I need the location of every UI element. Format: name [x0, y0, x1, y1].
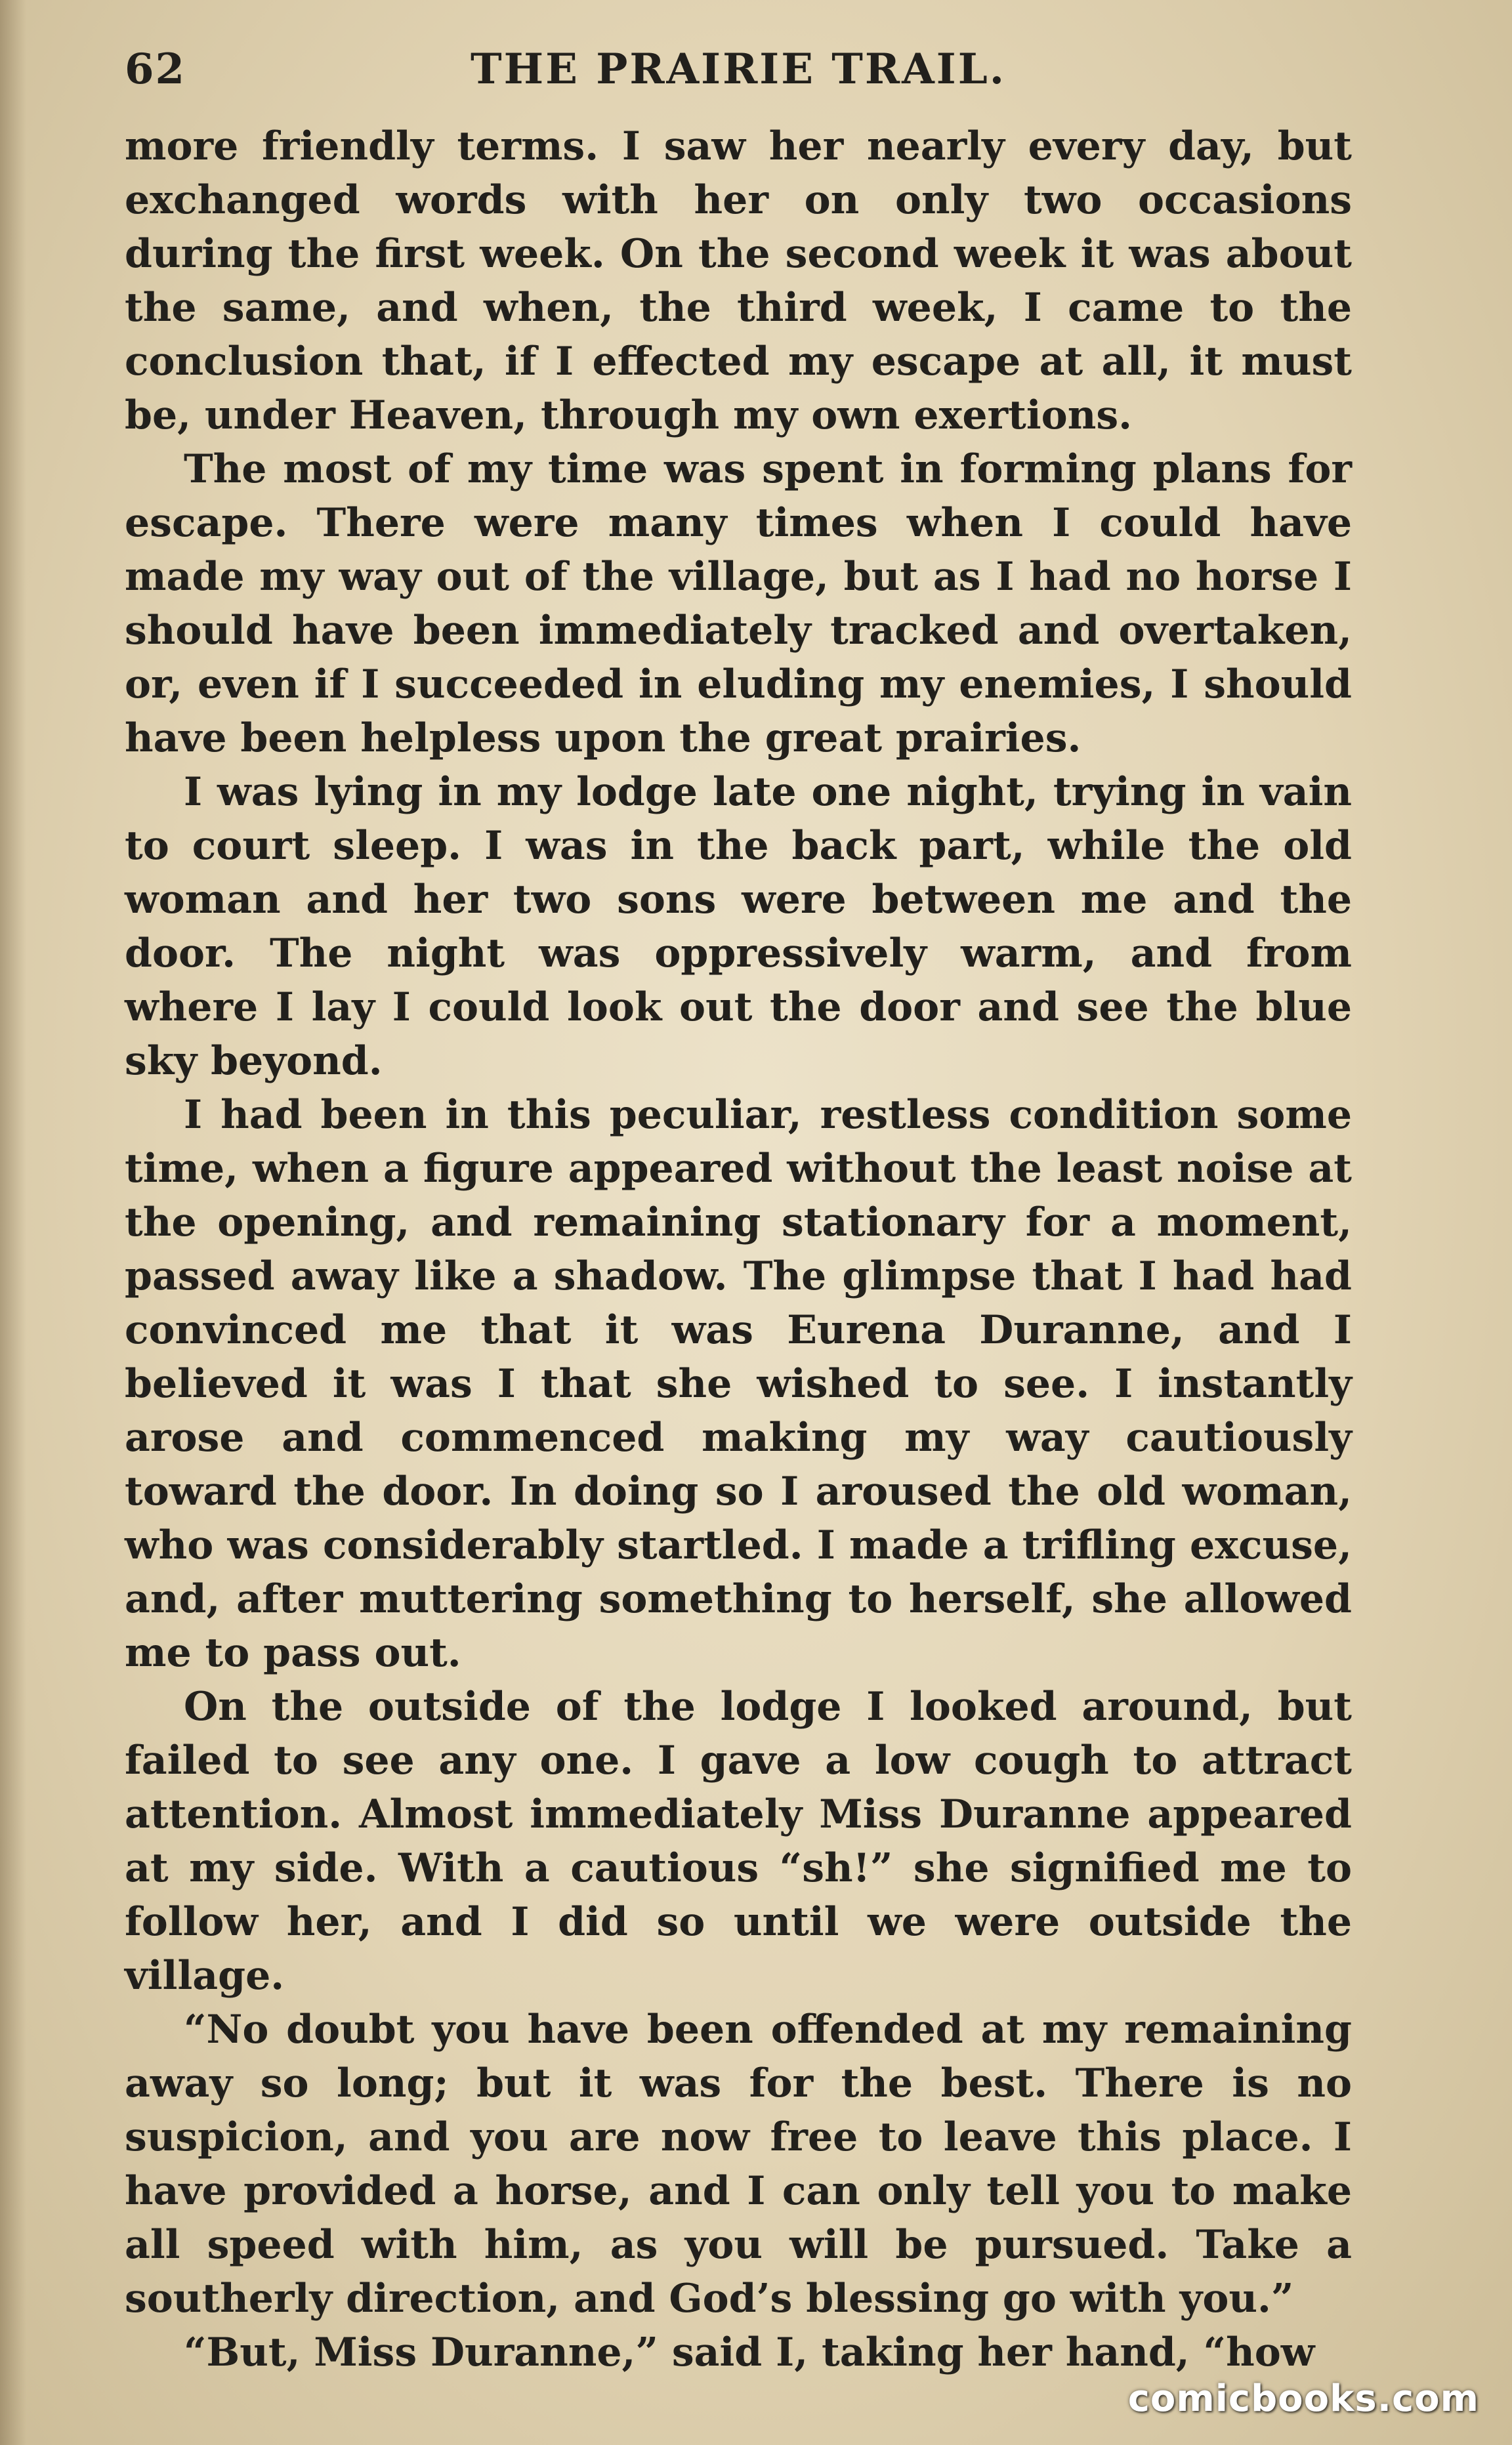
paragraph: On the outside of the lodge I looked around, but failed to see any one. I gave a low cough to attract attention. Almost immediately Miss Duranne appeared at my side. With a cautious “sh!” she signified me to follow her, and I did so until we were outside the village. — [125, 1684, 1352, 1999]
paragraph: The most of my time was spent in forming plans for escape. There were many times when I could have made my way out of the village, but as I had no horse I should have been immediately tracked and overtaken, or, even if I succeeded in eluding my enemies, I should have been helpless upon the great prairies. — [125, 446, 1352, 761]
page-edge-shadow — [0, 0, 26, 2445]
running-head-title: THE PRAIRIE TRAIL. — [471, 45, 1006, 94]
page-header — [125, 38, 1352, 97]
paragraph-last: “But, Miss Duranne,” said I, taking her hand, “how — [184, 2330, 1315, 2375]
paragraph-continued: more friendly terms. I saw her nearly every day, but exchanged words with her on only two occasions during the first week. On the second week it was about the same, and when, the third week, I came to the conclusion that, if I effected my escape at all, it must be, under Heaven, through my own exertions. — [125, 123, 1352, 438]
watermark: comicbooks.com — [1127, 2377, 1479, 2420]
paragraph: I had been in this peculiar, restless condition some time, when a figure appeared without the least noise at the opening, and remaining stationary for a moment, passed away like a shadow. The glimpse that I had had convinced me that it was Eurena Duranne, and I believed it was I that she wished to see. I instantly arose and commenced making my way cautiously toward the door. In doing so I aroused the old woman, who was considerably startled. I made a trifling excuse, and, after muttering something to herself, she allowed me to pass out. — [125, 1092, 1352, 1676]
paragraph: I was lying in my lodge late one night, trying in vain to court sleep. I was in the back part, while the old woman and her two sons were between me and the door. The night was oppressively warm, and from where I lay I could look out the door and see the blue sky beyond. — [125, 769, 1352, 1084]
page-number: 62 — [125, 45, 186, 94]
body-text — [125, 119, 1352, 2379]
paragraph: “No doubt you have been offended at my remaining away so long; but it was for the best. There is no suspicion, and you are now free to leave this place. I have provided a horse, and I can only tell you to make all speed with him, as you will be pursued. Take a southerly direction, and God’s blessing go with you.” — [125, 2007, 1352, 2322]
